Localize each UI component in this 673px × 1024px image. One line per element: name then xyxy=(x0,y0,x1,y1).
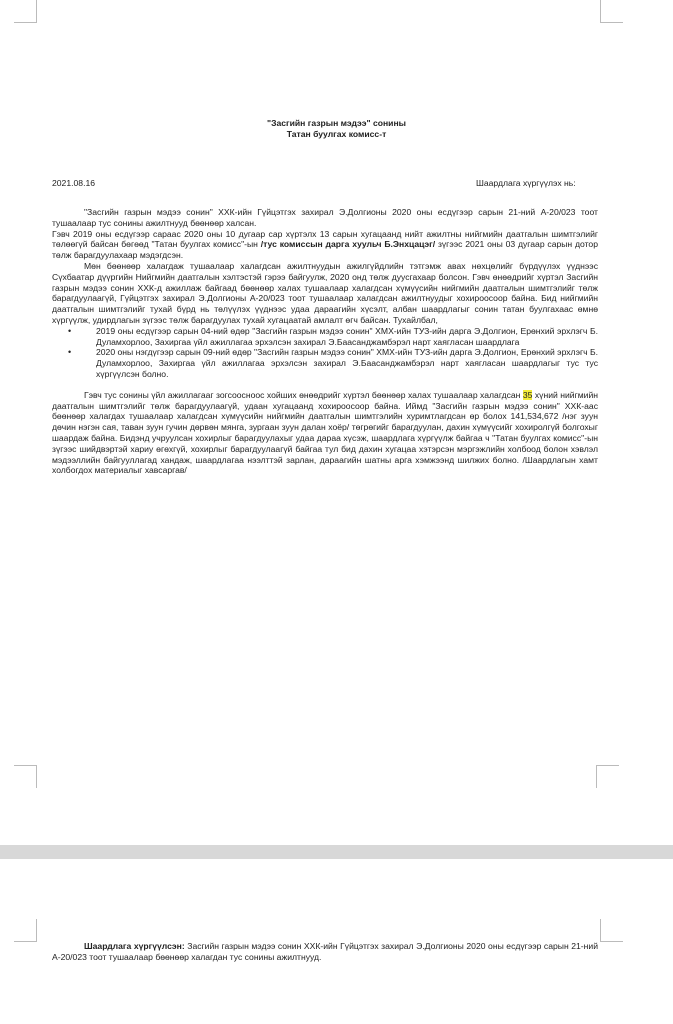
paragraph-4-text-a: Гэвч тус сонины үйл ажиллагааг зогсоосноос хойших өнөөдрийг хүртэл бөөнөөр халах тушаалаар халагдсан xyxy=(84,389,523,400)
page-corner-mark xyxy=(14,765,37,788)
document-page-2 xyxy=(0,859,673,1024)
paragraph-1: "Засгийн газрын мэдээ сонин" ХХК-ийн Гүйцэтгэх захирал Э.Долгионы 2020 оны есдүгээр сарын 21-ний А-20/023 тоот тушаалаар тус сонины ажилтнууд бөөнөөр халсан. xyxy=(52,207,598,228)
page-corner-mark xyxy=(14,0,37,23)
paragraph-2-text-a: Гэвч 2019 оны есдүгээр сараас 2020 оны 10 дугаар сар хүртэлх 13 сарын хугацаанд нийт ажилтны нийгмийн даатгалын шимтгэлийг төлөөгүй байсан бөгөөд "Татан буулгах комисс"-ын xyxy=(52,228,598,250)
paragraph-2 xyxy=(52,229,598,261)
highlighted-number: 35 xyxy=(522,389,533,400)
list-item: • 2020 оны нэгдүгээр сарын 09-ний өдөр "Засгийн газрын мэдээ сонин" ХМХ-ийн ТУЗ-ийн дарга Э.Долгион, Ерөнхий эрхлэгч Б. Дуламхорлоо, Захиргаа үйл ажиллагаа эрхэлсэн захирал Э.Баасанджамбэрэл нарт хаягласан шаардлагыг тус тус хүргүүлсэн болно. xyxy=(86,347,598,379)
page-corner-mark xyxy=(596,765,619,788)
commission-chair-bold: /тус комиссын дарга хуульч Б.Энхцацэг/ xyxy=(260,239,436,250)
paragraph-2-text-b: зүгээс 2021 оны 03 дугаар сарын дотор төлж барагдуулахаар мэдэгдсэн. xyxy=(52,239,598,261)
page-corner-mark xyxy=(600,0,623,23)
paragraph-3: Мөн бөөнөөр халагдаж тушаалаар халагдсан ажилтнуудын ажилгүйдлийн тэтгэмж авах нөхцөлийг бүрдүүлэх үүднээс Сүхбаатар дүүргийн Нийгмийн даатгалын хэлтэстэй гэрээ байгуулж, 2020 онд төлж дуусгахаар болсон. Гэвч өнөөдрийг хүртэл Засгийн газрын мэдээ сонин ХХК-д ажиллаж байгаад бөөнөөр халах тушаалаар халагдсан хүмүүсийн нийгмийн даатгалын шимтгэлийг төлж барагдуулаагүй, Гүйцэтгэх захирал Э.Долгионы А-20/023 тоот тушаалаар халагдсан ажилтнуудыг хохироосоор байна. Бид нийгмийн даатгалын шимтгэлийг тухай бүрд нь төлүүлэх үүднээс удаа дараагийн хүсэлт, албан шаардлагыг сонин татан буулгахаас өмнө хүргүүлж, удирдлагын зүгээс төлж барагдуулах тухай хугацаатай амлалт өгч байсан. Тухайлбал, xyxy=(52,260,598,325)
title-line-1: "Засгийн газрын мэдээ" сонины xyxy=(267,118,406,128)
requests-list xyxy=(52,326,598,380)
document-title xyxy=(0,118,673,140)
document-date: 2021.08.16 xyxy=(52,178,96,188)
document-body xyxy=(52,207,598,476)
paragraph-4 xyxy=(52,390,598,476)
recipient-label: Шаардлага хүргүүлсэн: xyxy=(84,941,185,951)
list-item: • 2019 оны есдүгээр сарын 04-ний өдөр "Засгийн газрын мэдээ сонин" ХМХ-ийн ТУЗ-ийн дарга Э.Долгион, Ерөнхий эрхлэгч Б. Дуламхорлоо, Захиргаа үйл ажиллагаа эрхэлсэн захирал Э.Баасанджамбэрэл нарт хаягласан шаардлага xyxy=(86,326,598,348)
recipient-text: Засгийн газрын мэдээ сонин ХХК-ийн Гүйцэтгэх захирал Э.Долгионы 2020 оны есдүгээр сарын 21-ний А-20/023 тоот тушаалаар бөөнөөр халагдан тус сонины ажилтнууд. xyxy=(52,941,598,962)
sender-label: Шаардлага хүргүүлэх нь: xyxy=(476,178,576,188)
page-separator xyxy=(0,845,673,859)
title-line-2: Татан буулгах комисс-т xyxy=(286,129,387,139)
paragraph-4-text-b: хүний нийгмийн даатгалын шимтгэлийг төлж барагдуулаагүй, удаан хугацаанд хохироосоор байна. Иймд "Засгийн газрын мэдээ сонин" ХХК-аас бөөнөөр халагдах тушаалаар халагдсан хүмүүсийн нийгмийн даатгалын шимтгэлийн хуримтлагдсан өр болох 141,534,672 /нэг зуун дөчин нэгэн сая, таван зуун гучин дөрвөн мянга, зургаан зуун далан хоёр/ төгрөгийг барагдуулан, дахин хүмүүсийг хохиролгүй болгохыг шаардаж байна. Бидэнд учруулсан хохирлыг барагдуулахыг удаа дараа хүсэж, шаардлага хүргүүлж байгаа ч "Татан буулгах комисс"-ын зүгээс шийдвэртэй хариу өгөхгүй, хохирлыг барагдуулаагүй байгаа тул бид дахин хугацаа хэтэрсэн мэргэжлийн холбоод болон хэвлэл мэдээллийн байгууллагад хандаж, шаардлагаа нээлттэй зарлан, дараагийн шатны арга хэмжээнд шилжих болно. /Шаардлагын хамт холбогдох материалыг хавсаргав/ xyxy=(52,389,598,476)
page-corner-mark xyxy=(600,919,623,942)
recipient-paragraph xyxy=(52,941,598,963)
page-corner-mark xyxy=(14,919,37,942)
